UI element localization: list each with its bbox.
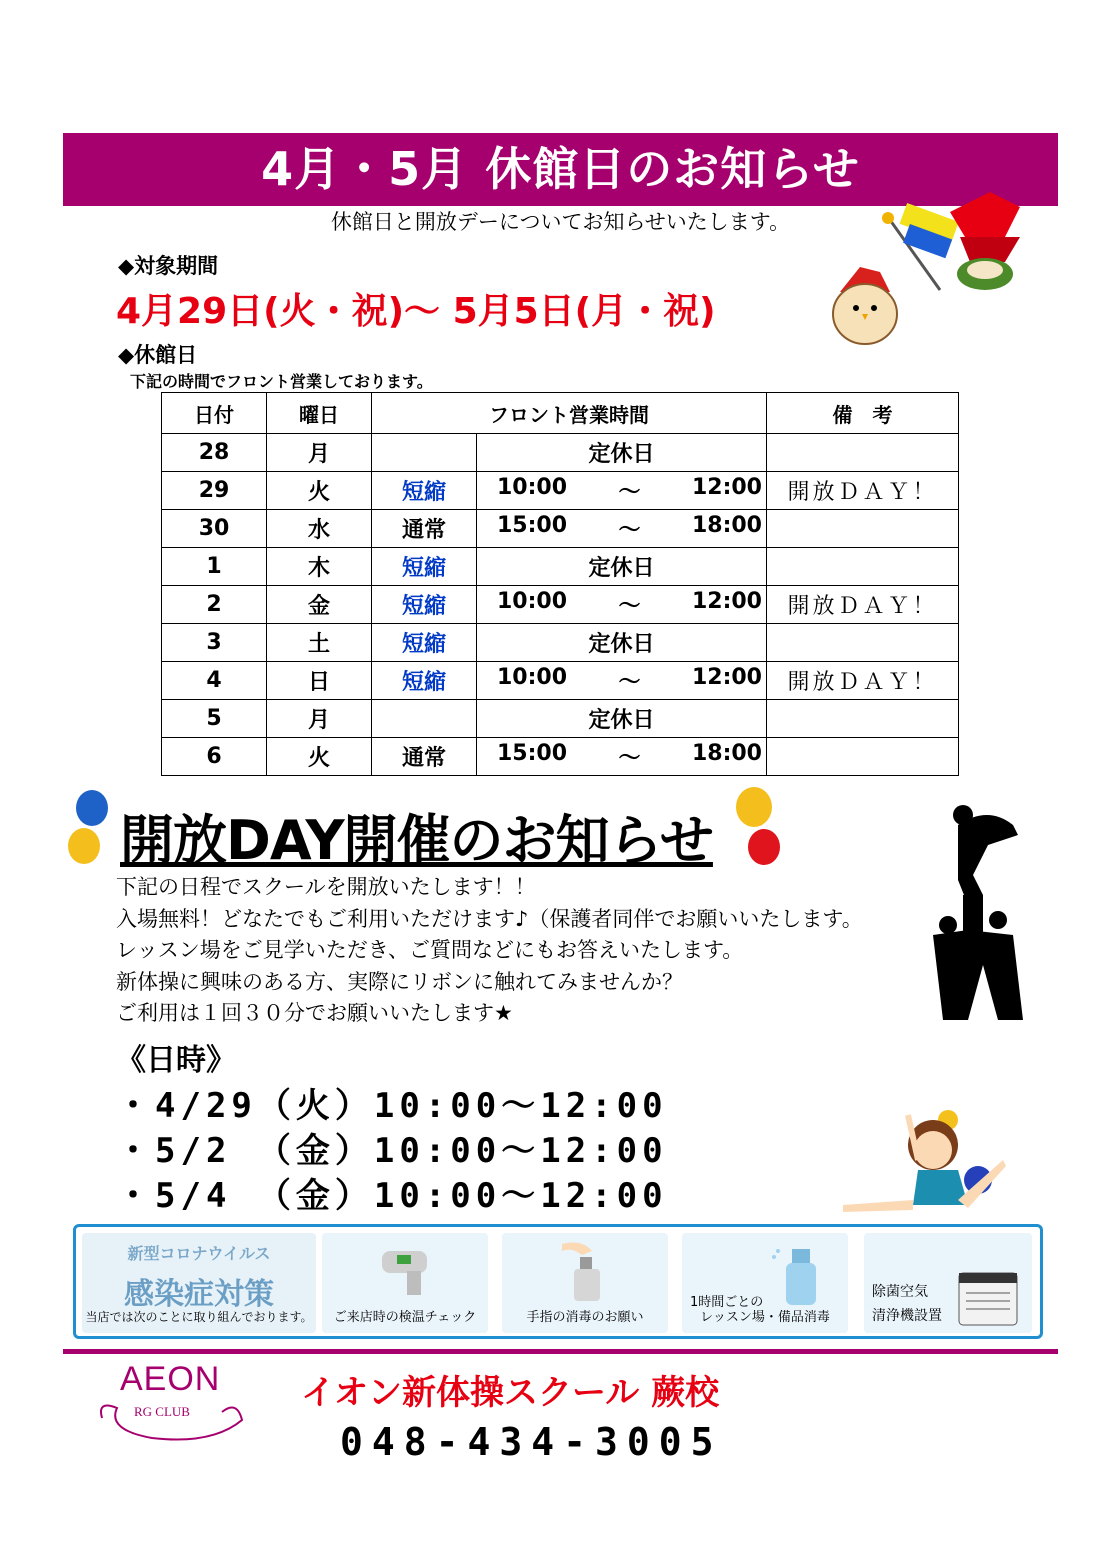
cell-hours	[477, 472, 767, 510]
hours-start: 10:00	[497, 475, 568, 500]
covid-item-temperature	[322, 1233, 488, 1333]
period-label: ◆対象期間	[118, 254, 219, 278]
cell-date: 6	[162, 738, 267, 776]
cell-remark	[767, 738, 959, 776]
sanitizer-icon	[562, 1239, 612, 1304]
hours-end: 18:00	[691, 741, 762, 766]
cell-date: 28	[162, 434, 267, 472]
aeon-rg-club-logo	[92, 1360, 252, 1450]
header-date: 日付	[162, 393, 267, 434]
hours-end: 12:00	[691, 589, 762, 614]
cell-type: 短縮	[372, 624, 477, 662]
openday-line: 下記の日程でスクールを開放いたします！！	[116, 875, 536, 899]
hours-start: 10:00	[497, 665, 568, 690]
openday-line: 新体操に興味のある方、実際にリボンに触れてみませんか？	[116, 969, 683, 994]
covid-item-label: 1時間ごとの	[690, 1295, 764, 1310]
cell-remark: 開放ＤＡＹ！	[767, 586, 959, 624]
openday-line: ご利用は１回３０分でお願いいたします★	[116, 1001, 513, 1025]
table-row	[162, 586, 959, 624]
openday-line: レッスン場をご見学いただき、ご質問などにもお答えいたします。	[116, 938, 744, 962]
air-purifier-icon	[954, 1253, 1024, 1328]
cell-hours	[477, 662, 767, 700]
covid-item-disinfect	[682, 1233, 848, 1333]
cell-date: 1	[162, 548, 267, 586]
hours-start: 15:00	[497, 513, 568, 538]
closed-label: ◆休館日	[118, 343, 198, 367]
cell-date: 29	[162, 472, 267, 510]
cell-type	[372, 700, 477, 738]
openday-line: 入場無料！どなたでもご利用いただけます♪（保護者同伴でお願いいたします。	[116, 906, 863, 931]
cell-day: 月	[267, 434, 372, 472]
date-item: ・5/4 （金）10:00～12:00	[116, 1176, 668, 1216]
openday-title: 開放DAY開催のお知らせ	[120, 809, 713, 872]
girl-gymnast-illustration	[838, 1100, 1008, 1220]
cell-remark	[767, 548, 959, 586]
hours-sep: ～	[618, 670, 641, 695]
hours-end: 12:00	[691, 475, 762, 500]
covid-item-airpurifier	[864, 1233, 1032, 1333]
cell-day: 水	[267, 510, 372, 548]
table-header-row	[162, 393, 959, 434]
openday-dates	[116, 1084, 668, 1219]
cell-day: 木	[267, 548, 372, 586]
hours-end: 18:00	[691, 513, 762, 538]
table-row	[162, 510, 959, 548]
hours-sep: ～	[618, 518, 641, 543]
cell-day: 火	[267, 472, 372, 510]
table-row	[162, 662, 959, 700]
covid-line1: 新型コロナウイルス	[127, 1244, 271, 1263]
spray-bottle-icon	[772, 1241, 832, 1311]
phone-number: 048-434-3005	[340, 1420, 723, 1464]
cell-day: 日	[267, 662, 372, 700]
covid-item-label: 清浄機設置	[872, 1308, 942, 1324]
header-remark: 備 考	[767, 393, 959, 434]
balloons-right-icon	[730, 785, 790, 875]
date-item: ・4/29（火）10:00～12:00	[116, 1086, 668, 1126]
cell-type: 短縮	[372, 662, 477, 700]
cell-remark	[767, 700, 959, 738]
cell-hours	[477, 510, 767, 548]
closed-note: 下記の時間でフロント営業しております。	[130, 372, 433, 391]
hours-sep: ～	[618, 746, 641, 771]
hours-start: 15:00	[497, 741, 568, 766]
cell-type	[372, 434, 477, 472]
cell-closed: 定休日	[477, 700, 767, 738]
hours-sep: ～	[618, 594, 641, 619]
header-day: 曜日	[267, 393, 372, 434]
cell-day: 金	[267, 586, 372, 624]
cell-type: 通常	[372, 738, 477, 776]
cell-closed: 定休日	[477, 548, 767, 586]
cell-closed: 定休日	[477, 434, 767, 472]
school-name: イオン新体操スクール 蕨校	[301, 1373, 720, 1413]
balloons-left-icon	[62, 790, 122, 870]
covid-item-sanitize	[502, 1233, 668, 1333]
kabuto-illustration	[830, 182, 1030, 362]
table-row	[162, 472, 959, 510]
hours-start: 10:00	[497, 589, 568, 614]
cell-remark	[767, 624, 959, 662]
cell-hours	[477, 586, 767, 624]
cell-remark: 開放ＤＡＹ！	[767, 472, 959, 510]
table-row	[162, 624, 959, 662]
when-label: 《日時》	[116, 1043, 236, 1078]
cell-date: 30	[162, 510, 267, 548]
cell-type: 短縮	[372, 548, 477, 586]
table-row	[162, 548, 959, 586]
covid-line2: 感染症対策	[124, 1277, 274, 1312]
table-row	[162, 738, 959, 776]
cell-hours	[477, 738, 767, 776]
logo-sub: RG CLUB	[134, 1404, 190, 1419]
covid-item-label: ご来店時の検温チェック	[333, 1310, 477, 1325]
hours-end: 12:00	[691, 665, 762, 690]
table-row	[162, 434, 959, 472]
cell-type: 短縮	[372, 472, 477, 510]
covid-measures-box	[73, 1224, 1043, 1339]
covid-item-label: レッスン場・備品消毒	[700, 1310, 830, 1325]
cell-day: 月	[267, 700, 372, 738]
header-hours: フロント営業時間	[372, 393, 767, 434]
cell-date: 5	[162, 700, 267, 738]
covid-title-panel	[82, 1233, 316, 1333]
page-title: 4月・5月 休館日のお知らせ	[63, 133, 1058, 206]
gymnast-silhouette-illustration	[928, 795, 1028, 1020]
cell-day: 土	[267, 624, 372, 662]
cell-type: 通常	[372, 510, 477, 548]
footer-divider	[63, 1349, 1058, 1354]
cell-date: 2	[162, 586, 267, 624]
covid-item-label: 除菌空気	[872, 1284, 928, 1300]
openday-description	[116, 872, 863, 1030]
cell-date: 4	[162, 662, 267, 700]
period-value: 4月29日(火・祝)～ 5月5日(月・祝)	[116, 291, 716, 332]
cell-remark	[767, 434, 959, 472]
hours-sep: ～	[618, 480, 641, 505]
intro-text: 休館日と開放デーについてお知らせいたします。	[330, 210, 791, 234]
schedule-table	[161, 392, 959, 776]
cell-date: 3	[162, 624, 267, 662]
logo-text: AEON	[120, 1360, 221, 1398]
cell-type: 短縮	[372, 586, 477, 624]
cell-day: 火	[267, 738, 372, 776]
covid-item-label: 手指の消毒のお願い	[526, 1310, 644, 1325]
thermometer-icon	[377, 1243, 437, 1298]
ribbon-swirl-icon	[92, 1390, 252, 1450]
cell-remark	[767, 510, 959, 548]
date-item: ・5/2 （金）10:00～12:00	[116, 1131, 668, 1171]
covid-line3: 当店では次のことに取り組んでおります。	[85, 1310, 313, 1324]
cell-closed: 定休日	[477, 624, 767, 662]
table-row	[162, 700, 959, 738]
cell-remark: 開放ＤＡＹ！	[767, 662, 959, 700]
